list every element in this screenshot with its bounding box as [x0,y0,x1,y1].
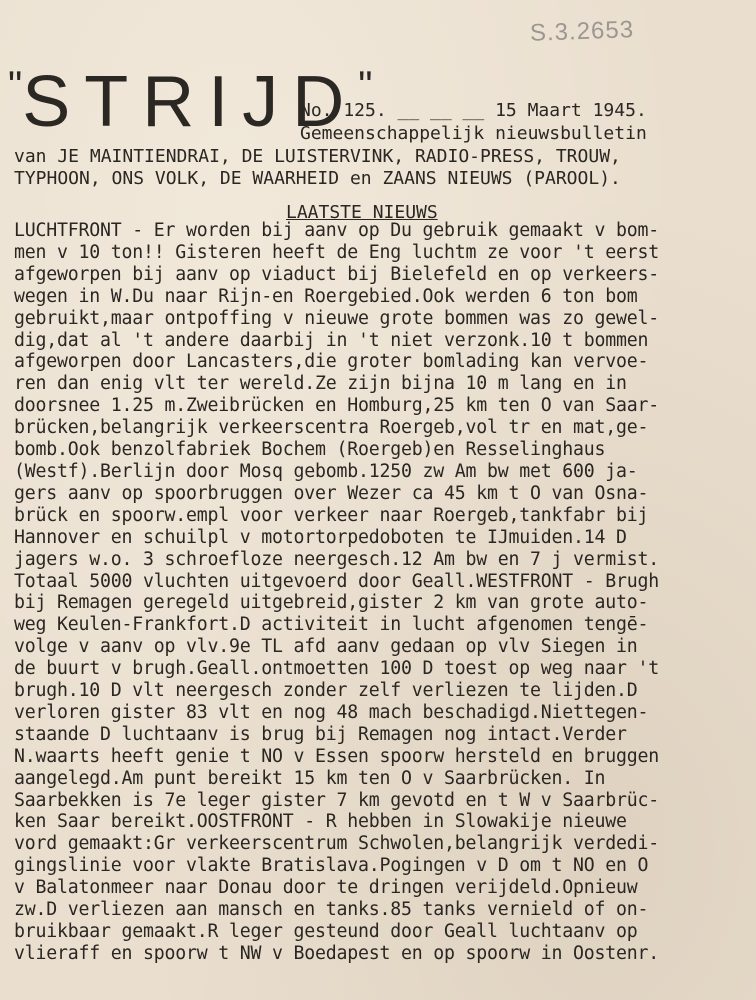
title-quote-open: " [8,64,23,108]
article-line: staande D luchtaanv is brug bij Remagen nog intact.Verder [14,723,627,745]
article-line: bruikbaar gemaakt.R leger gesteund door Geall luchtaanv op [14,921,638,942]
contributing-papers-line-1: van JE MAINTIENDRAI, DE LUISTERVINK, RADIO-PRESS, TROUW, [14,146,621,167]
article-line: brücken,belangrijk verkeerscentra Roergeb,vol tr en mat,ge- [14,417,649,439]
contributing-papers-line-2: TYPHOON, ONS VOLK, DE WAARHEID en ZAANS NIEUWS (PAROOL). [14,168,621,189]
article-line: ken Saar bereikt.OOSTFRONT - R hebben in Slowakije nieuwe [14,811,627,833]
article-line: vord gemaakt:Gr verkeerscentrum Schwolen,belangrijk verdedi- [14,833,659,855]
article-line: gebruikt,maar ontpoffing v nieuwe grote bommen was zo gewel- [14,307,659,329]
article-line: vlieraff en spoorw t NW v Boedapest en op spoorw in Oostenr. [14,942,659,964]
article-line: afgeworpen door Lancasters,die groter bomlading kan vervoe- [14,351,649,373]
article-line: Totaal 5000 vluchten uitgevoerd door Geall.WESTFRONT - Brugh [14,570,659,592]
article-line: aangelegd.Am punt bereikt 15 km ten O v Saarbrücken. In [14,767,606,789]
article-line: gers aanv op spoorbruggen over Wezer ca 45 km t O van Osna- [14,482,649,504]
article-line: afgeworpen bij aanv op viaduct bij Bielefeld en op verkeers- [14,263,659,285]
archive-stamp: S.3.2653 [529,16,635,47]
section-heading: LAATSTE NIEUWS [286,202,438,223]
article-line: N.waarts heeft genie t NO v Essen spoorw hersteld en bruggen [14,745,659,767]
article-line: de buurt v brugh.Geall.ontmoetten 100 D toest op weg naar 't [14,658,659,680]
article-line: Saarbekken is 7e leger gister 7 km gevotd en t W v Saarbrüc- [14,789,659,811]
article-line: Hannover en schuilpl v motortorpedoboten te IJmuiden.14 D [14,526,627,548]
article-line: zw.D verliezen aan mansch en tanks.85 tanks vernield of on- [14,899,649,921]
article-line: dig,dat al 't andere daarbij in 't niet verzonk.10 t bommen [14,329,649,351]
article-line: bomb.Ook benzolfabriek Bochem (Roergeb)en Resselinghaus [14,439,606,461]
title-quote-close: " [358,64,373,108]
article-line: men v 10 ton!! Gisteren heeft de Eng luchtm ze voor 't eerst [14,241,659,263]
article-line: (Westf).Berlijn door Mosq gebomb.1250 zw Am bw met 600 ja- [14,460,638,482]
article-line: bij Remagen geregeld uitgebreid,gister 2 km van grote auto- [14,592,649,614]
article-line: brück en spoorw.empl voor verkeer naar Roergeb,tankfabr bij [14,504,649,526]
article-line: doorsnee 1.25 m.Zweibrücken en Homburg,25 km ten O van Saar- [14,395,659,417]
article-line: brugh.10 D vlt neergesch zonder zelf verliezen te lijden.D [14,680,638,702]
article-line: LUCHTFRONT - Er worden bij aanv op Du gebruik gemaakt v bom- [14,220,659,241]
masthead-title-text: STRIJD [22,62,359,142]
article-line: jagers w.o. 3 schroefloze neergesch.12 Am bw en 7 j vermist. [14,548,659,570]
article-line: v Balatonmeer naar Donau door te dringen verijdeld.Opnieuw [14,877,638,899]
subtitle-line: Gemeenschappelijk nieuwsbulletin [300,123,647,144]
article-line: weg Keulen-Frankfort.D activiteit in lucht afgenomen tengē- [14,614,649,636]
issue-line: No. 125. __ __ __ 15 Maart 1945. [300,100,647,121]
article-line: volge v aanv op vlv.9e TL afd aanv gedaan op vlv Siegen in [14,636,638,658]
article-line: verloren gister 83 vlt en nog 48 mach beschadigd.Niettegen- [14,701,649,723]
article-line: wegen in W.Du naar Rijn-en Roergebied.Ook werden 6 ton bom [14,285,638,307]
article-line: gingslinie voor vlakte Bratislava.Pogingen v D om t NO en O [14,855,649,877]
article-line: ren dan enig vlt ter wereld.Ze zijn bijna 10 m lang en in [14,373,627,395]
article-body [14,220,749,965]
